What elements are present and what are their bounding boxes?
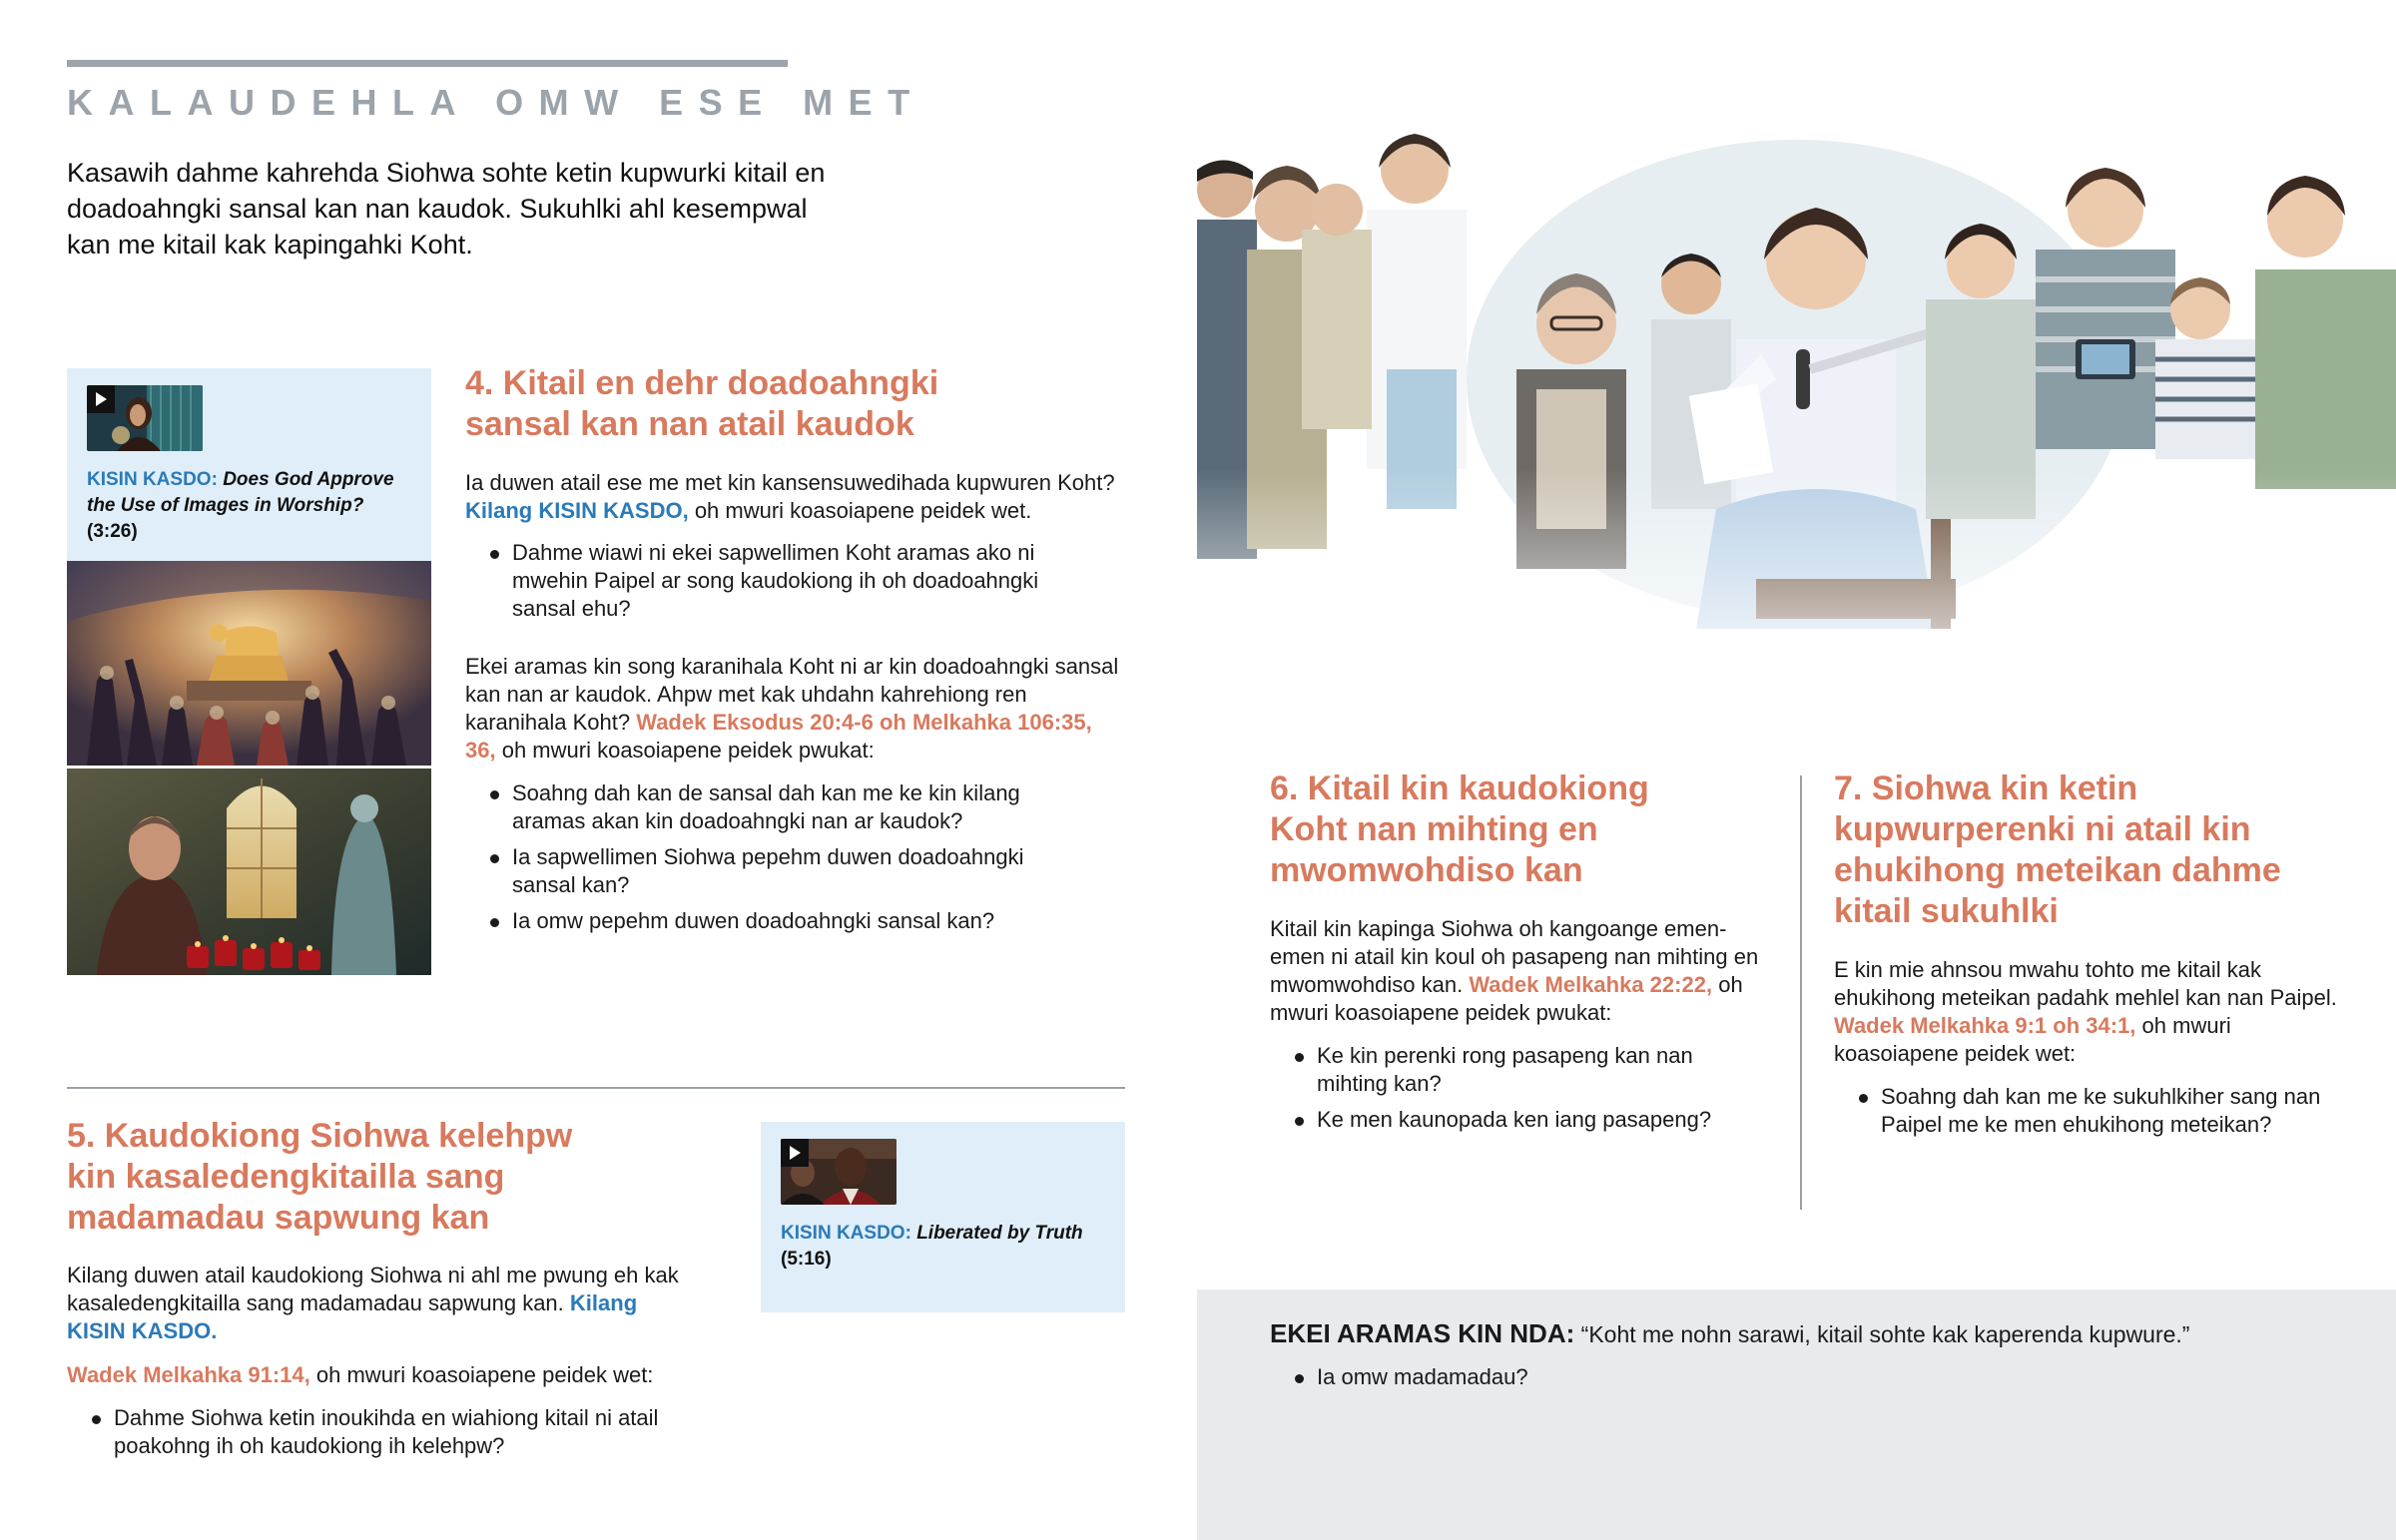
golden-calf-illustration (67, 561, 431, 766)
section5-heading-line3: madamadau sapwung kan (67, 1199, 490, 1237)
section5-heading-line1: 5. Kaudokiong Siohwa kelehpw (67, 1117, 573, 1155)
section5-bullets (67, 1404, 666, 1468)
others-say-line (1270, 1319, 2368, 1348)
section4-bullets2 (465, 779, 1074, 943)
section6-para-tail: oh mwuri koasoiapene peidek pwukat: (1270, 972, 1743, 1025)
section5-para2 (67, 1361, 706, 1389)
section7-para-text: E kin mie ahnsou mwahu tohto me kitail kak ehukihong meteikan padahk mehlel kan nan Paipel. (1834, 957, 2337, 1010)
section4-para1 (465, 469, 1126, 525)
video-duration: (3:26) (87, 521, 138, 542)
prayer-statue-illustration (67, 769, 431, 975)
section4-para2 (465, 653, 1126, 765)
section6-heading-line2: Koht nan mihting en (1270, 810, 1598, 848)
section7-para-tail: oh mwuri koasoiapene peidek wet: (1834, 1013, 2231, 1066)
list-item: Soahng dah kan de sansal dah kan me ke kin kilang aramas akan kin doadoahngki nan ar kaudok? (465, 779, 1074, 835)
section7-heading-line2: kupwurperenki ni atail kin (1834, 810, 2251, 848)
list-item: Ia sapwellimen Siohwa pepehm duwen doadoahngki sansal kan? (465, 843, 1074, 899)
video-caption (87, 467, 421, 545)
list-item: Dahme Siohwa ketin inoukihda en wiahiong kitail ni atail poakohng ih oh kaudokiong ih kelehpw? (67, 1404, 666, 1460)
section6-para-text: Kitail kin kapinga Siohwa oh kangoange emen-emen ni atail kin koul oh pasapeng nan mihting en mwomwohdiso kan. (1270, 916, 1759, 997)
section4-video-link[interactable]: Kilang KISIN KASDO, (465, 498, 689, 523)
section6-heading (1270, 769, 1769, 891)
section4-para1-tail: oh mwuri koasoiapene peidek wet. (694, 498, 1032, 523)
section7-scripture-ref[interactable]: Wadek Melkahka 9:1 oh 34:1, (1834, 1013, 2136, 1038)
list-item: Ia omw madamadau? (1270, 1363, 1869, 1391)
section4-bullets1 (465, 539, 1104, 631)
section6-bullets (1270, 1042, 1769, 1142)
section7-heading-line3: ehukihong meteikan dahme (1834, 851, 2281, 889)
list-item: Ke kin perenki rong pasapeng kan nan mihting kan? (1270, 1042, 1769, 1098)
section7-heading (1834, 769, 2353, 932)
section-label: KALAUDEHLA OMW ESE MET (67, 82, 925, 123)
section-divider (67, 1087, 1125, 1089)
section5-scripture-ref[interactable]: Wadek Melkahka 91:14, (67, 1362, 310, 1387)
list-item: Dahme wiawi ni ekei sapwellimen Koht aramas ako ni mwehin Paipel ar song kaudokiong ih oh doadoahngki sansal ehu? (465, 539, 1104, 623)
section4-heading (465, 363, 1064, 445)
section5-video-link[interactable]: Kilang KISIN KASDO. (67, 1290, 638, 1343)
video-box-5[interactable] (761, 1122, 1125, 1312)
section4-scripture-ref[interactable]: Wadek Eksodus 20:4-6 oh Melkahka 106:35, 36, (465, 710, 1092, 763)
section4-para2-text: Ekei aramas kin song karanihala Koht ni ar kin doadoahngki sansal kan nan ar kaudok. Ahpw met kak uhdahn kahrehiong ren karanihala Koht? (465, 654, 1119, 735)
section5-para1-text: Kilang duwen atail kaudokiong Siohwa ni ahl me pwung eh kak kasaledengkitailla sang madamadau sapwung kan. (67, 1263, 679, 1315)
others-say-quote: “Koht me nohn sarawi, kitail sohte kak kaperenda kupwure.” (1580, 1321, 2190, 1347)
play-icon[interactable] (87, 385, 115, 413)
others-say-label: EKEI ARAMAS KIN NDA: (1270, 1318, 1575, 1348)
section5-para2-tail: oh mwuri koasoiapene peidek wet: (315, 1362, 654, 1387)
video-duration: (5:16) (781, 1249, 832, 1270)
video-label: KISIN KASDO: (87, 469, 218, 490)
header-rule (67, 60, 788, 67)
video-thumbnail[interactable] (87, 385, 203, 451)
video-label: KISIN KASDO: (781, 1223, 911, 1244)
video-title: Does God Approve the Use of Images in Worship? (87, 469, 394, 516)
section4-para2-tail: oh mwuri koasoiapene peidek pwukat: (501, 738, 875, 763)
section6-heading-line3: mwomwohdiso kan (1270, 851, 1583, 889)
section7-para (1834, 956, 2353, 1068)
list-item: Ke men kaunopada ken iang pasapeng? (1270, 1106, 1769, 1134)
congregation-meeting-illustration (1197, 110, 2396, 709)
intro-text: Kasawih dahme kahrehda Siohwa sohte ketin kupwurki kitail en doadoahngki sansal kan nan kaudok. Sukuhlki ahl kesempwal kan me kitail kak kapingahki Koht. (67, 158, 826, 259)
video-box-4[interactable] (67, 368, 431, 561)
video-caption (781, 1221, 1115, 1273)
video-title: Liberated by Truth (916, 1223, 1083, 1244)
column-divider (1800, 775, 1802, 1210)
section6-scripture-ref[interactable]: Wadek Melkahka 22:22, (1469, 972, 1713, 997)
section6-heading-line1: 6. Kitail kin kaudokiong (1270, 770, 1649, 807)
section4-para1-text: Ia duwen atail ese me met kin kansensuwedihada kupwuren Koht? (465, 470, 1115, 495)
play-icon[interactable] (781, 1139, 809, 1167)
section7-heading-line4: kitail sukuhlki (1834, 892, 2059, 930)
list-item: Ia omw pepehm duwen doadoahngki sansal kan? (465, 907, 1074, 935)
video-thumbnail[interactable] (781, 1139, 897, 1205)
section6-para (1270, 915, 1769, 1027)
section5-heading (67, 1116, 686, 1239)
others-say-bullets (1270, 1363, 1869, 1399)
section5-para1 (67, 1262, 686, 1345)
section5-heading-line2: kin kasaledengkitailla sang (67, 1158, 505, 1196)
section4-heading-line1: 4. Kitail en dehr doadoahngki (465, 364, 939, 402)
section7-bullets (1834, 1083, 2353, 1147)
section4-heading-line2: sansal kan nan atail kaudok (465, 405, 914, 443)
section7-heading-line1: 7. Siohwa kin ketin (1834, 770, 2138, 807)
list-item: Soahng dah kan me ke sukuhlkiher sang nan Paipel me ke men ehukihong meteikan? (1834, 1083, 2353, 1139)
